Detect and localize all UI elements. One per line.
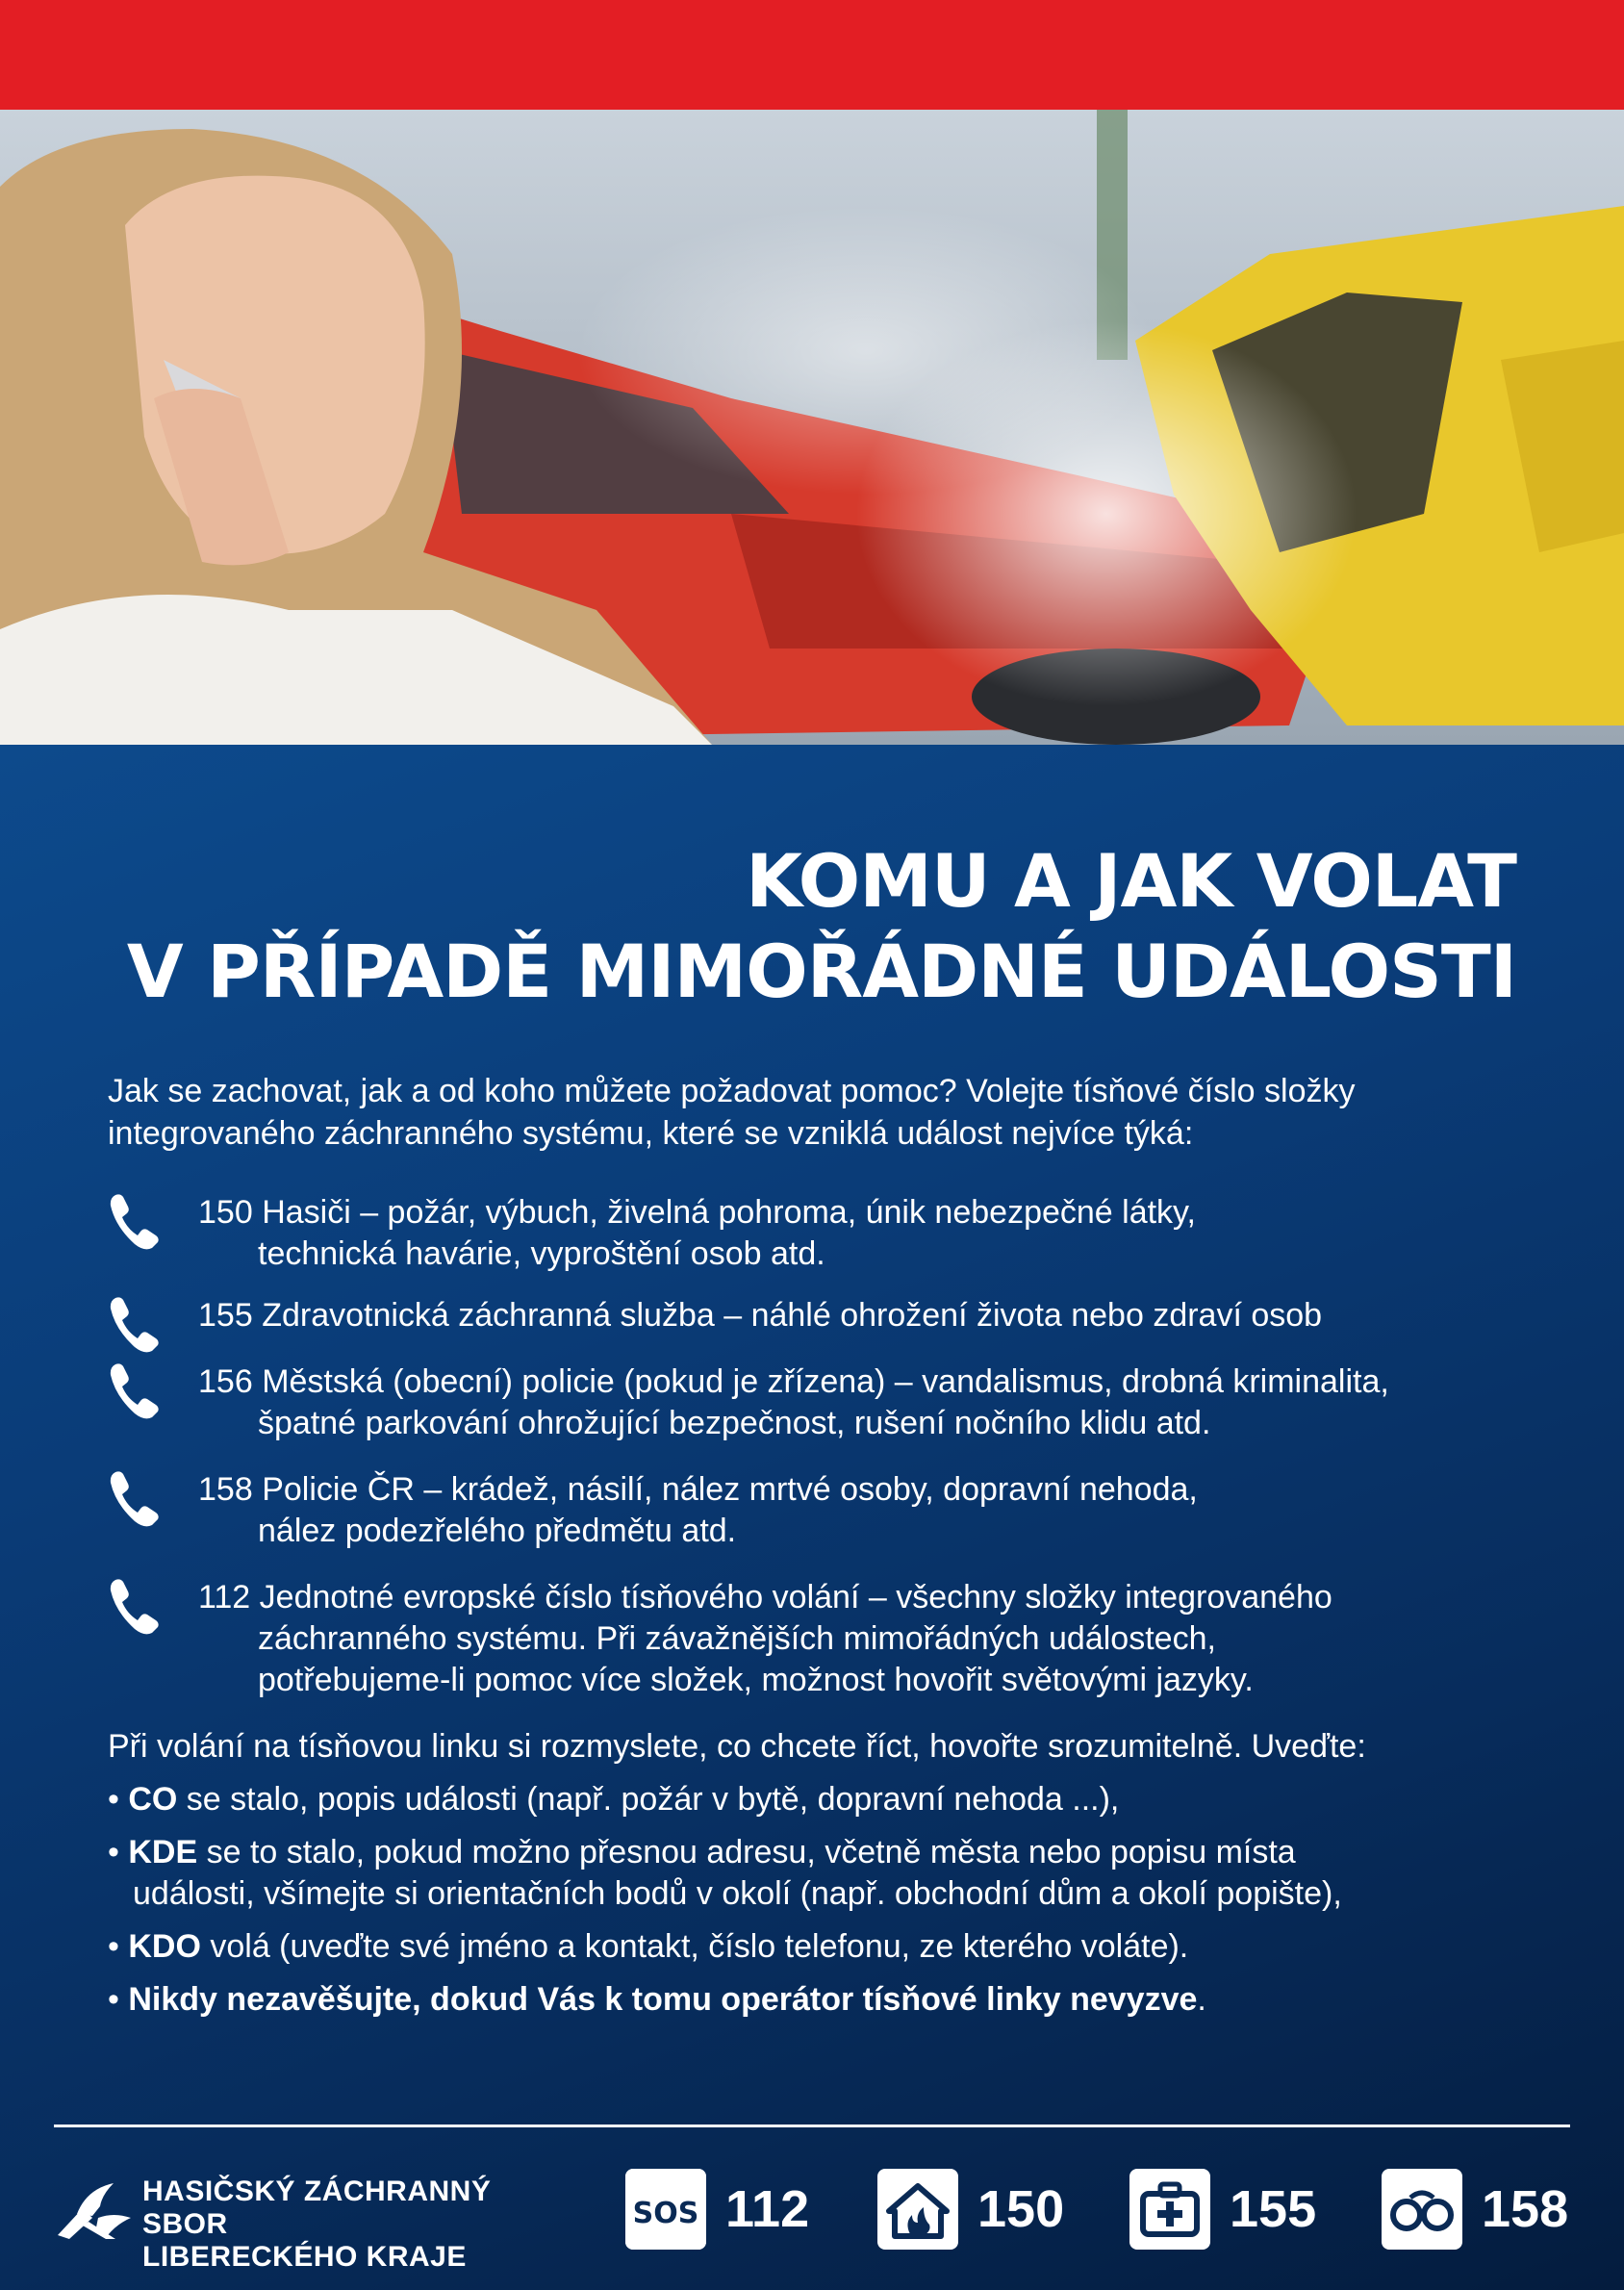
emergency-number: 155	[1230, 2180, 1317, 2238]
emergency-number-158	[1382, 2165, 1574, 2253]
medical-kit-icon	[1129, 2169, 1210, 2250]
phone-icon	[108, 1469, 160, 1529]
firefighter-emblem-icon	[54, 2179, 135, 2241]
org-name: HASIČSKÝ ZÁCHRANNÝ SBOR LIBERECKÉHO KRAJE	[142, 2176, 492, 2273]
emergency-number: 158	[1482, 2180, 1569, 2238]
title-line-2: V PŘÍPADĚ MIMOŘÁDNÉ UDÁLOSTI	[126, 929, 1516, 1014]
service-number: 156	[198, 1363, 253, 1400]
fire-house-icon	[877, 2169, 958, 2250]
service-text: 150 Hasiči – požár, výbuch, živelná pohroma, únik nebezpečné látky, technická havárie, vyproštění osob atd.	[198, 1194, 1196, 1272]
emergency-number-155	[1129, 2165, 1322, 2253]
service-text: 156 Městská (obecní) policie (pokud je zřízena) – vandalismus, drobná kriminalita, špatné parkování ohrožující bezpečnost, rušení nočního klidu atd.	[198, 1363, 1389, 1441]
header-photo	[0, 110, 1624, 745]
handcuffs-icon	[1382, 2169, 1462, 2250]
service-number: 155	[198, 1297, 253, 1334]
phone-icon	[108, 1295, 160, 1355]
emergency-number: 112	[725, 2180, 810, 2238]
emergency-number-112	[625, 2165, 818, 2253]
car-crash-illustration	[0, 110, 1624, 745]
instructions-lead: Při volání na tísňovou linku si rozmyslete, co chcete říct, hovořte srozumitelně. Uveďte:	[108, 1728, 1366, 1765]
instruction-kde: • KDE se to stalo, pokud možno přesnou adresu, včetně města nebo popisu místa události, všímejte si orientačních bodů v okolí (např. obchodní dům a okolí popište),	[108, 1834, 1342, 1912]
emergency-number-150	[877, 2165, 1070, 2253]
intro-paragraph	[108, 1070, 1532, 1155]
instruction-co: • CO se stalo, popis události (např. požár v bytě, dopravní nehoda ...),	[108, 1781, 1120, 1818]
page-title	[127, 836, 1516, 1017]
service-text: 155 Zdravotnická záchranná služba – náhlé ohrožení života nebo zdraví osob	[198, 1297, 1323, 1334]
top-red-bar	[0, 0, 1624, 110]
instruction-kdo: • KDO volá (uveďte své jméno a kontakt, číslo telefonu, ze kterého voláte).	[108, 1928, 1189, 1965]
service-text: 112 Jednotné evropské číslo tísňového volání – všechny složky integrovaného záchranného systému. Při závažnějších mimořádných událostech, potřebujeme-li pomoc více složek, možnost hovořit světovými jazyky.	[198, 1579, 1332, 1698]
svg-text:SOS: SOS	[632, 2197, 699, 2230]
phone-icon	[108, 1361, 160, 1421]
service-number: 158	[198, 1471, 253, 1508]
instruction-never-hang-up: • Nikdy nezavěšujte, dokud Vás k tomu operátor tísňové linky nevyzve.	[108, 1981, 1206, 2018]
service-text: 158 Policie ČR – krádež, násilí, nález mrtvé osoby, dopravní nehoda, nález podezřelého předmětu atd.	[198, 1471, 1198, 1549]
call-instructions	[108, 1726, 1551, 2021]
emergency-number: 150	[977, 2180, 1065, 2238]
info-panel	[0, 745, 1624, 2290]
intro-line-2: integrovaného záchranného systému, které se vzniklá událost nejvíce týká:	[108, 1115, 1194, 1152]
phone-icon	[108, 1192, 160, 1252]
title-line-1: KOMU A JAK VOLAT	[746, 838, 1516, 924]
service-number: 150	[198, 1194, 253, 1231]
phone-icon	[108, 1577, 160, 1637]
hzs-logo	[54, 2174, 573, 2273]
sos-icon	[625, 2169, 706, 2250]
service-number: 112	[198, 1579, 251, 1616]
footer-divider	[54, 2125, 1570, 2127]
intro-line-1: Jak se zachovat, jak a od koho můžete požadovat pomoc? Volejte tísňové číslo složky	[108, 1073, 1356, 1109]
